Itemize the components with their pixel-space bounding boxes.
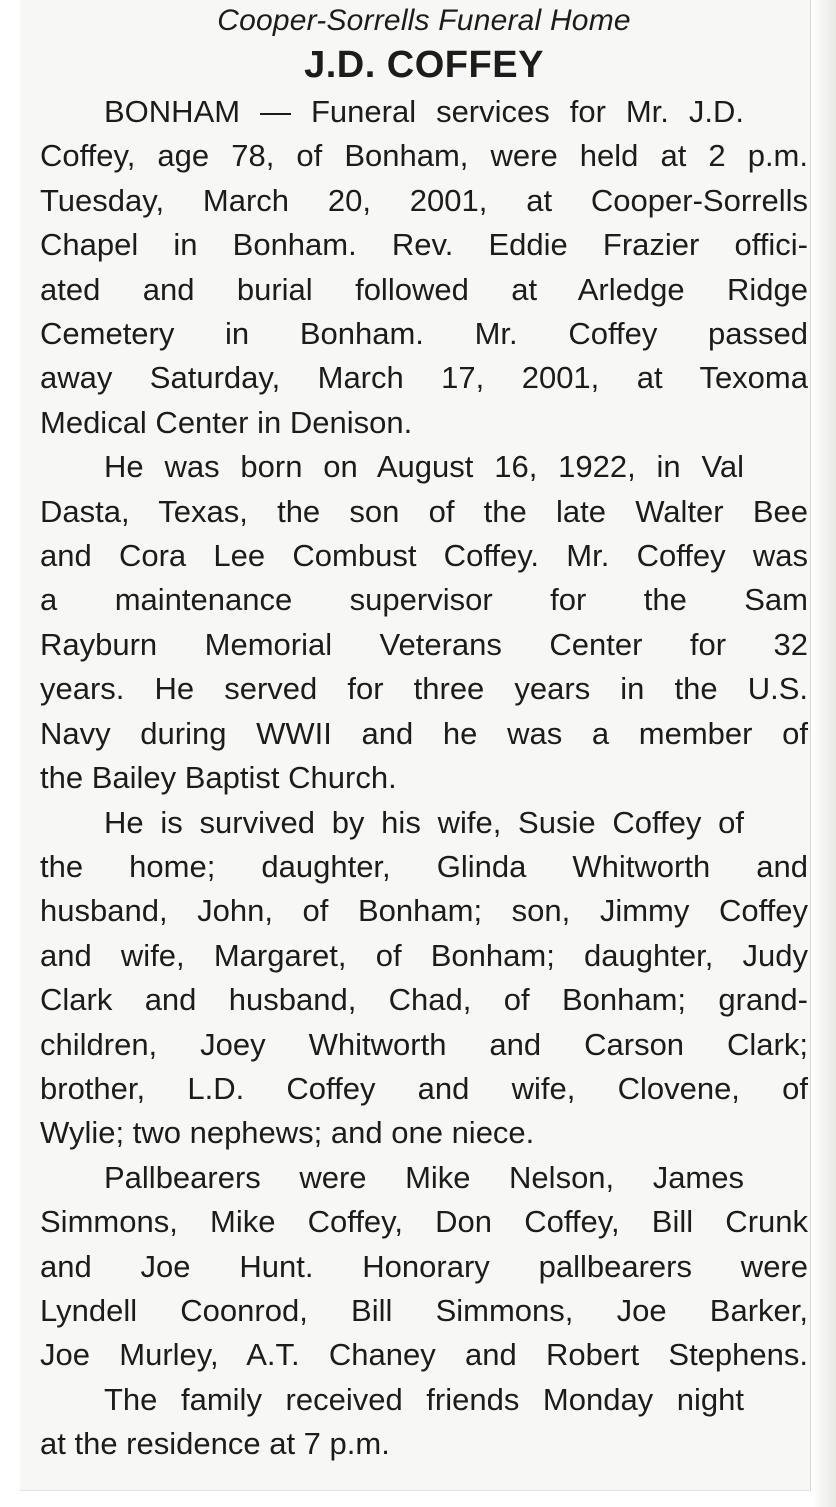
- text-line: Joe Murley, A.T. Chaney and Robert Stephens.: [40, 1337, 808, 1373]
- text-line: BONHAM — Funeral services for Mr. J.D.: [104, 94, 744, 129]
- paragraph-biography: [40, 445, 808, 800]
- text-line: and Joe Hunt. Honorary pallbearers were: [40, 1248, 808, 1284]
- text-line: and Cora Lee Combust Coffey. Mr. Coffey was: [40, 538, 808, 574]
- funeral-home-header: Cooper-Sorrells Funeral Home: [217, 4, 631, 37]
- text-line: away Saturday, March 17, 2001, at Texoma: [40, 360, 808, 396]
- text-line: Chapel in Bonham. Rev. Eddie Frazier offici-: [40, 227, 808, 263]
- paragraph-survivors: [40, 801, 808, 1156]
- text-line: brother, L.D. Coffey and wife, Clovene, of: [40, 1070, 808, 1106]
- deceased-name: J.D. COFFEY: [304, 44, 544, 86]
- text-line: Pallbearers were Mike Nelson, James: [104, 1159, 744, 1195]
- text-line: Cemetery in Bonham. Mr. Coffey passed: [40, 316, 808, 352]
- text-line: Medical Center in Denison.: [40, 404, 413, 440]
- text-line: Dasta, Texas, the son of the late Walter Bee: [40, 493, 808, 529]
- text-line: Lyndell Coonrod, Bill Simmons, Joe Barker,: [40, 1292, 808, 1328]
- text-line: Clark and husband, Chad, of Bonham; grand-: [40, 982, 808, 1018]
- paragraph-pallbearers: [40, 1156, 808, 1378]
- text-line: The family received friends Monday night: [104, 1381, 744, 1417]
- text-line: husband, John, of Bonham; son, Jimmy Coffey: [40, 893, 808, 929]
- text-line: ated and burial followed at Arledge Ridge: [40, 271, 808, 307]
- text-line: Coffey, age 78, of Bonham, were held at 2 p.m.: [40, 138, 808, 174]
- text-line: Navy during WWII and he was a member of: [40, 715, 808, 751]
- obituary-article: [40, 0, 808, 1467]
- text-line: a maintenance supervisor for the Sam: [40, 582, 808, 618]
- text-line: Tuesday, March 20, 2001, at Cooper-Sorrells: [40, 182, 808, 218]
- paragraph-services: [40, 90, 808, 445]
- text-line: at the residence at 7 p.m.: [40, 1426, 390, 1462]
- paragraph-visitation: [40, 1378, 808, 1467]
- text-line: Wylie; two nephews; and one niece.: [40, 1115, 535, 1151]
- text-line: Rayburn Memorial Veterans Center for 32: [40, 626, 808, 662]
- text-line: years. He served for three years in the U.S.: [40, 671, 808, 707]
- scan-edge: [812, 0, 836, 1507]
- text-line: children, Joey Whitworth and Carson Clark;: [40, 1026, 808, 1062]
- text-line: He was born on August 16, 1922, in Val: [104, 449, 744, 485]
- text-line: Simmons, Mike Coffey, Don Coffey, Bill Crunk: [40, 1204, 808, 1240]
- text-line: the home; daughter, Glinda Whitworth and: [40, 848, 808, 884]
- text-line: and wife, Margaret, of Bonham; daughter, Judy: [40, 937, 808, 973]
- text-line: the Bailey Baptist Church.: [40, 760, 397, 796]
- text-line: He is survived by his wife, Susie Coffey of: [104, 804, 744, 840]
